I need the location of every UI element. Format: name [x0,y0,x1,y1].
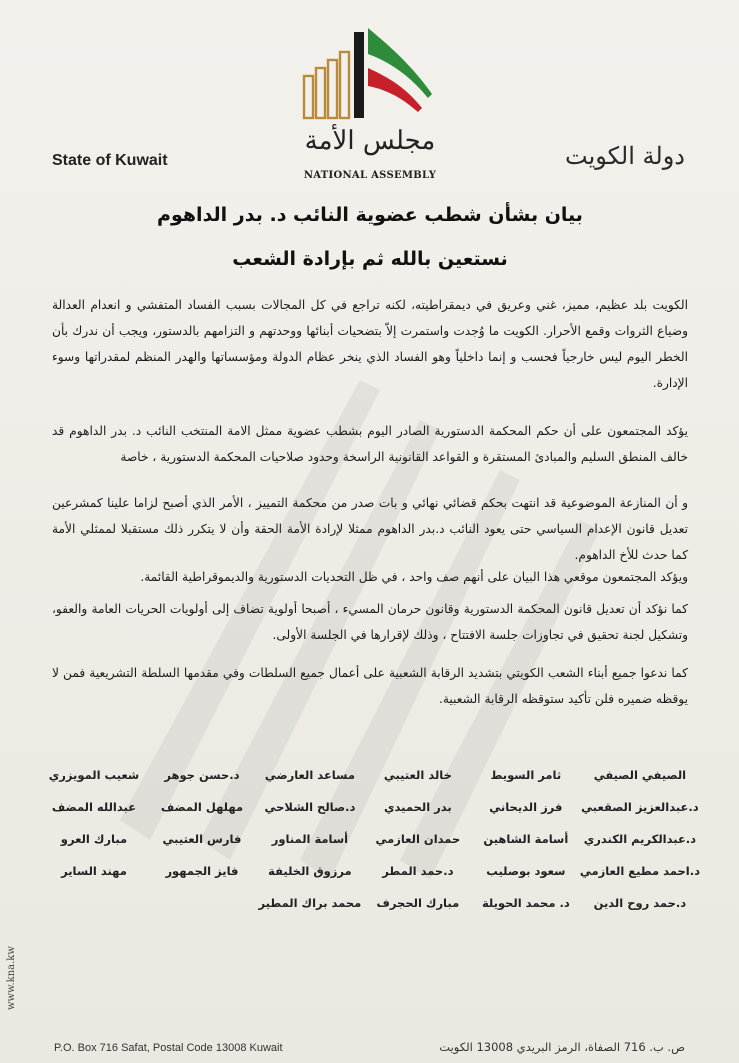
signatory: بدر الحميدي [384,800,452,814]
signatory: شعيب المويزري [48,768,140,782]
state-name-english: State of Kuwait [52,152,168,169]
signatory: مساعد العارضي [264,768,355,782]
signatory: ثامر السويط [490,768,562,782]
state-name-arabic: دولة الكويت [565,142,685,170]
signatory: د.عبدالكريم الكندري [583,832,697,846]
signatory: عبدالله المضف [51,800,137,814]
paragraph-3: و أن المنازعة الموضوعية قد انتهت بحكم قضائي نهائي و بات صدر من محكمة التمييز ، الأمر الذي أصبح لزاما علينا كمشرعين تعديل قانون الإعدام السياسي حتى يعود النائب د.بدر الداهوم ممثلا لإرادة الأمة الحقة وأن لا يتكرر ذلك مستقبلا لممثلي الأمة كما حدث للأخ الداهوم. [52,496,688,562]
paragraph-1: الكويت بلد عظيم، مميز، غني وعريق في ديمقراطيته، لكنه تراجع في كل المجالات بسبب الفساد المتفشي و انعدام العدالة وضياع الثروات وقمع الأحرار. الكويت ما وُجدت واستمرت إلاّ بتضحيات أبنائها ووحدتهم و التزامهم بالدستور، ويجب أن ندرك بأن الخطر اليوم ليس خارجياً فحسب و إنما داخلياً وهو الفساد الذي ينخر عظام الدولة ومؤسساتها والهدر المنظم لمقدراتها وسوء الإدارة. [52,298,688,390]
paragraph-6: كما ندعوا جميع أبناء الشعب الكويتي بتشديد الرقابة الشعبية على أعمال جميع السلطات وفي مقدمها السلطة التشريعية فمن لا يوقظه ضميره فلن تأكيد ستوقظه الرقابة الشعبية. [52,666,688,706]
signatory: مبارك العرو [60,832,128,846]
signatory: د.حمد المطر [382,864,454,878]
signatory: مرزوق الخليفة [268,864,352,878]
statement-title: بيان بشأن شطب عضوية النائب د. بدر الداهوم [157,204,583,226]
signatory: د. محمد الحويلة [481,896,570,910]
signatory: فايز الجمهور [165,864,239,878]
signatory: مهند الساير [61,864,127,878]
signatory: د.صالح الشلاحي [264,800,356,814]
signatories-list [40,762,700,916]
footer-address-arabic: ص. ب. 716 الصفاة، الرمز البريدي 13008 الكويت [439,1040,685,1054]
signatory: مبارك الحجرف [376,896,460,910]
signatory: فارس العتيبي [162,832,242,846]
signatory: محمد براك المطير [258,896,362,910]
national-assembly-logo [302,28,434,124]
signatory: د.حمد روح الدين [593,896,687,910]
signatory: فرز الديحاني [489,800,563,814]
signatory: أسامة الشاهين [483,832,569,846]
statement-subtitle: نستعين بالله ثم بإرادة الشعب [232,248,508,270]
signatory: أسامة المناور [271,832,349,846]
signatory: مهلهل المضف [160,800,244,814]
signatory: الصيفي الصيفي [593,768,687,782]
arabic-assembly-name: مجلس الأمة [304,126,436,156]
signatory: د.حسن جوهر [164,768,240,782]
signatory: خالد العتيبي [383,768,452,782]
website-url: www.kna.kw [6,946,17,1010]
signatory: د.احمد مطيع العازمي [579,864,700,878]
signatory: سعود بوصليب [486,864,566,878]
paragraph-4: ويؤكد المجتمعون موقعي هذا البيان على أنهم صف واحد ، في ظل التحديات الدستورية والديموقراطية القائمة. [140,570,688,584]
footer-address-english: P.O. Box 716 Safat, Postal Code 13008 Kuwait [54,1042,283,1054]
signatory: د.عبدالعزيز الصقعبي [581,800,699,814]
paragraph-2: يؤكد المجتمعون على أن حكم المحكمة الدستورية الصادر اليوم بشطب عضوية ممثل الامة المنتخب النائب د. بدر الداهوم قد خالف المنطق السليم والمبادئ المستقرة و القواعد القانونية الراسخة وحدود صلاحيات المحكمة الدستورية ، خاصة [52,424,688,464]
english-assembly-name: NATIONAL ASSEMBLY [303,170,437,181]
signatory: حمدان العازمي [375,832,461,846]
paragraph-5: كما نؤكد أن تعديل قانون المحكمة الدستورية وقانون حرمان المسيء ، أصبحا أولوية تضاف إلى أولويات الحريات العامة والعفو، وتشكيل لجنة تحقيق في تجاوزات جلسة الافتتاح ، وذلك لإقرارها في الجلسة الأولى. [52,602,688,642]
